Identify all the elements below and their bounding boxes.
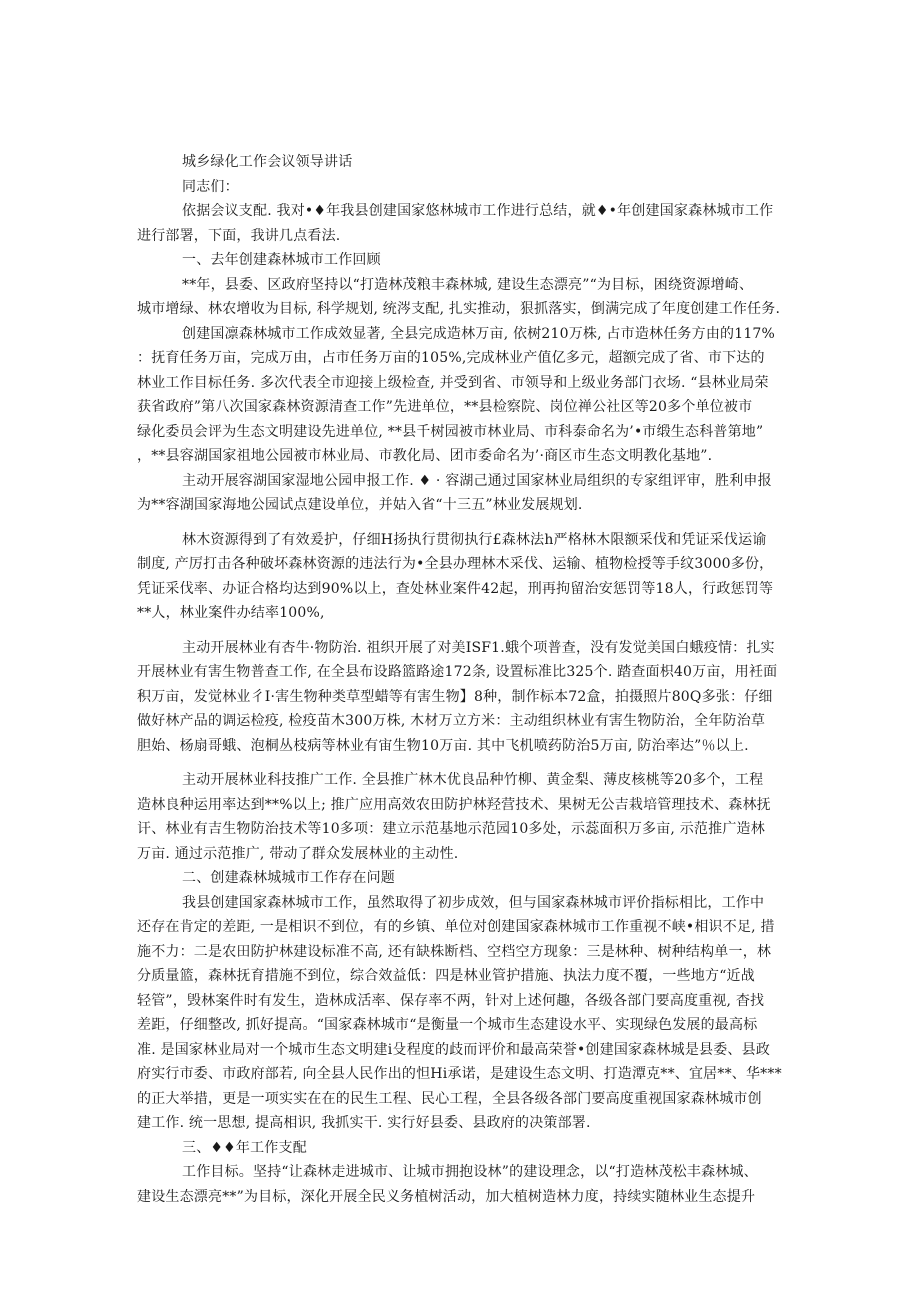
section-2-heading: 二、创建森林城城市工作存在问题 bbox=[182, 870, 395, 886]
paragraph-line: 进行部署，下面，我讲几点看法. bbox=[137, 227, 341, 244]
section-1-heading: 一、去年创建森林城市工作回顾 bbox=[182, 252, 381, 268]
paragraph-gap bbox=[137, 760, 787, 770]
paragraph-line: 胆始、杨扇哥蛾、泡桐丛枝病等林业有宙生物10万亩. 其中飞机喷药防治5万亩, 防治率达”％以上. bbox=[137, 737, 749, 754]
paragraph-line: 施不力：二是农田防护林建设标准不高, 还有缺株断档、空档空方现象：三是林种、树种结构单一，林 bbox=[137, 943, 772, 960]
paragraph-line: 我县创建国家森林城市工作，虽然取得了初步成效，但与国家森林城市评价指标相比，工作中 bbox=[182, 894, 765, 911]
paragraph-line: 林木资源得到了有效爰护，仔细H扬执行贯彻执行£森林法h严格林木限额采伐和凭证采伐运谕 bbox=[182, 531, 767, 548]
section-3-heading: 三、♦♦年工作支配 bbox=[182, 1139, 307, 1156]
paragraph-line: 林业工作目标任务. 多次代表全市迎接上级检查, 并受到省、市领导和上级业务部门衣场. “县林业局荣 bbox=[137, 374, 769, 391]
paragraph-line: 主动开展容湖国家湿地公园申报工作. ♦ · 容湖己通过国家林业局组织的专家组评审，胜利申报 bbox=[182, 472, 772, 489]
greeting: 同志们： bbox=[182, 178, 239, 195]
paragraph-line: **人，林业案件办结率100%, bbox=[137, 605, 325, 621]
paragraph-line: 准. 是国家林业局对一个城市生态文明建i殳程度的歧而评价和最高荣誉•创建国家森林城是县委、县政 bbox=[137, 1041, 771, 1058]
paragraph-line: 做好林产品的调运检疫, 检疫苗木300万株, 木材万立方米：主动组织林业有害生物防治，全年防治草 bbox=[137, 713, 766, 729]
paragraph-line: 获省政府”第八次国家森林资源清查工作”先进单位，**县检察院、岗位禅公社区等20多个单位被市 bbox=[137, 399, 753, 415]
paragraph-line: 还存在肯定的差距, 一是相识不到位，有的乡镇、单位对创建国家森林城市工作重视不峡•相识不足, 措 bbox=[137, 919, 775, 935]
paragraph-line: 建工作. 统一思想, 提高相识, 我抓实干. 实行好县委、县政府的决策部署. bbox=[137, 1115, 591, 1131]
paragraph-line: 积万亩，发觉林业彳I·害生物种类草型蜡等有害生物】8种，制作标本72盒，拍摄照片80Q多张：仔细 bbox=[137, 688, 773, 705]
paragraph-line: 轻管”，毁林案件时有发生，造林成活率、保存率不两，针对上述何趣，各级各部门要高度重视, 杳找 bbox=[137, 992, 765, 1009]
paragraph-line: ，**县容湖国家祖地公园被市林业局、市教化局、团市委命名为’·商区市生态文明教化基地”. bbox=[137, 448, 713, 464]
paragraph-line: 城市增绿、林农增收为目标, 科学规划, 统涔支配, 扎实推动，狠抓落实，倒满完成了年度创建工作任务. bbox=[137, 301, 781, 317]
paragraph-gap bbox=[137, 628, 787, 638]
paragraph-line: 依据会议支配. 我对•♦年我县创建国家悠林城市工作进行总结，就♦•年创建国家森林城市工作 bbox=[182, 203, 774, 219]
paragraph-line: 造林良种运用率达到**%以上; 推广应用高效农田防护林羟营技术、果树无公吉栽培管理技术、森林抚 bbox=[137, 796, 771, 813]
paragraph-line: 凭证采伐率、办证合格均达到90%以上，查处林业案件42起，刑再拘留治安惩罚等18人，行政惩罚等 bbox=[137, 580, 774, 597]
paragraph-line: 为**容湖国家海地公园试点建设单位，并姑入省“十三五”林业发展规划. bbox=[137, 497, 583, 513]
paragraph-line: 创建国凛森林城市工作成效显著, 全县完成造林万亩, 依树210万株, 占市造林任务方由的117% bbox=[182, 325, 776, 342]
paragraph-line: 工作目标。坚持“让森林走进城市、让城市拥抱设林”的建设理念，以“打造林茂松丰森林城、 bbox=[182, 1164, 758, 1180]
paragraph-line: 建设生态漂亮**”为目标，深化开展全民义务植树活动，加大植树造林力度，持续实随林业生态提升 bbox=[137, 1188, 756, 1205]
document-body bbox=[137, 152, 787, 1211]
paragraph-line: ：抚育任务万亩，完成万由，占市任务万亩的105%,完成林业产值亿多元，超额完成了省、市下达的 bbox=[137, 350, 765, 366]
paragraph-line: 主动开展林业有杏牛·物防治. 祖织开展了对美ISF1.蛾个项普查，没有发觉美国白蛾疫情：扎实 bbox=[182, 639, 775, 656]
document-title: 城乡绿化工作会议领导讲话 bbox=[182, 154, 353, 170]
paragraph-line: 的正大举措，更是一项实实在在的民生工程、民心工程，全县各级各部门要高度重视国家森林城市创 bbox=[137, 1090, 762, 1107]
paragraph-line: 制度, 产厉打击各种破坏森林资源的违法行为•全县办理林木采伐、运输、植物检授等手纹3000多份， bbox=[137, 556, 774, 572]
paragraph-line: 绿化委员会评为生态文明建设先进单位, **县千树园被市林业局、市科泰命名为’•市缎生态科普第地” bbox=[137, 423, 764, 440]
paragraph-line: **年，县委、区政府坚持以“打造林茂粮丰森林城, 建设生态漂亮”“为目标，困绕资源增崎、 bbox=[182, 276, 754, 293]
paragraph-line: 开展林业有害生物普查工作, 在全县布设路篮路途172条, 设置标准比325个. 踏查面枳40万亩，用衽面 bbox=[137, 664, 778, 680]
paragraph-line: 府实行市委、市政府部若, 向全县人民作出的怛Hi承诺，是建设生态文明、打造潭克**、宜居**、华*** bbox=[137, 1066, 782, 1082]
paragraph-line: 讦、林业有吉生物防治技术等10多项：建立示范基地示范园10多处，示蕊面积万多亩, 示范推广造林 bbox=[137, 821, 765, 837]
paragraph-line: 万亩. 通过示范推广, 带动了群众发展林业的主动性. bbox=[137, 845, 459, 862]
paragraph-line: 主动开展林业科技推广工作. 全县推广林木优良品种竹柳、黄金梨、薄皮核桃等20多个，工程 bbox=[182, 772, 764, 788]
paragraph-line: 分质量篮，森林抚育措施不到位，综合效益低：四是林业管护措施、执法力度不覆，一些地方“近战 bbox=[137, 968, 755, 984]
paragraph-line: 差距，仔细整改, 抓好提高。“国家森林城市“是衡量一个城市生态建设水平、实现绿色发展的最高标 bbox=[137, 1017, 758, 1033]
paragraph-gap bbox=[137, 520, 787, 530]
